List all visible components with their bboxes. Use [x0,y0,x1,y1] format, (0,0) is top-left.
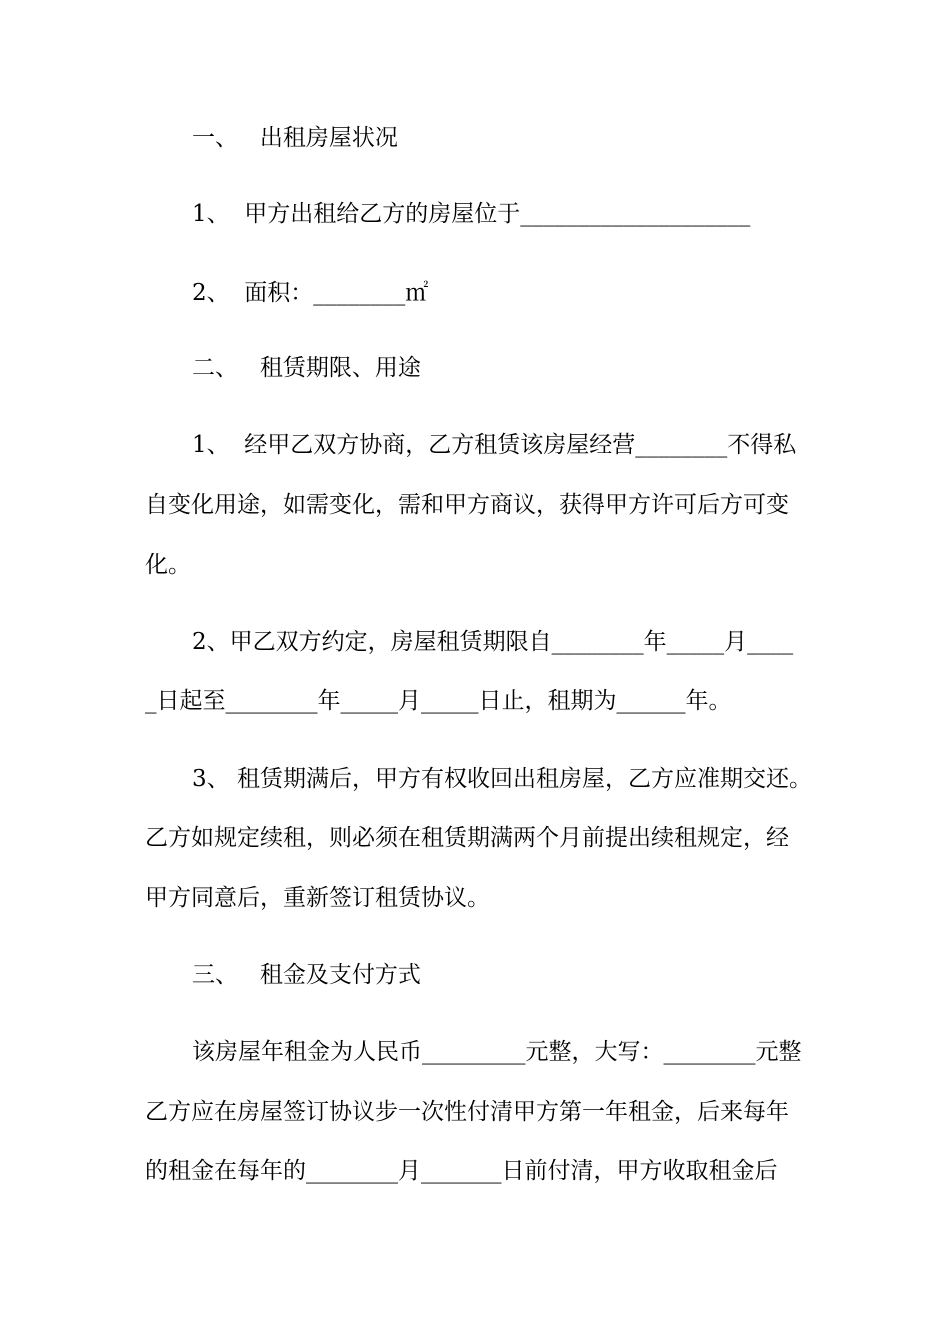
clause-rent-line-1: 该房屋年租金为人民币_________元整，大写：________元整 [192,1039,802,1065]
clause-lease-expiry-line-2: 乙方如规定续租，则必须在租赁期满两个月前提出续租规定，经 [145,825,789,851]
clause-lease-expiry-line-3: 甲方同意后，重新签订租赁协议。 [145,885,490,911]
clause-area: 2、 面积：________㎡ [192,280,429,306]
clause-lease-expiry-line-1: 3、 租赁期满后，甲方有权收回出租房屋，乙方应准期交还。 [192,766,812,792]
clause-rent-line-2: 乙方应在房屋签订协议步一次性付清甲方第一年租金，后来每年 [145,1099,789,1125]
section-heading-lease-term-usage: 二、 租赁期限、用途 [192,355,421,381]
clause-lease-period-line-2: _日起至________年_____月_____日止，租期为______年。 [145,688,732,714]
section-heading-rent-payment: 三、 租金及支付方式 [192,962,421,988]
clause-lease-period-line-1: 2、甲乙双方约定，房屋租赁期限自________年_____月____ [192,629,794,655]
clause-usage-line-2: 自变化用途，如需变化，需和甲方商议，获得甲方许可后方可变 [145,492,789,518]
clause-usage-line-1: 1、 经甲乙双方协商，乙方租赁该房屋经营________不得私 [192,432,797,458]
section-heading-rental-property: 一、 出租房屋状况 [192,125,398,151]
clause-property-location: 1、 甲方出租给乙方的房屋位于____________________ [192,201,751,227]
clause-usage-line-3: 化。 [145,552,191,578]
clause-rent-line-3: 的租金在每年的________月_______日前付清，甲方收取租金后 [145,1158,778,1184]
